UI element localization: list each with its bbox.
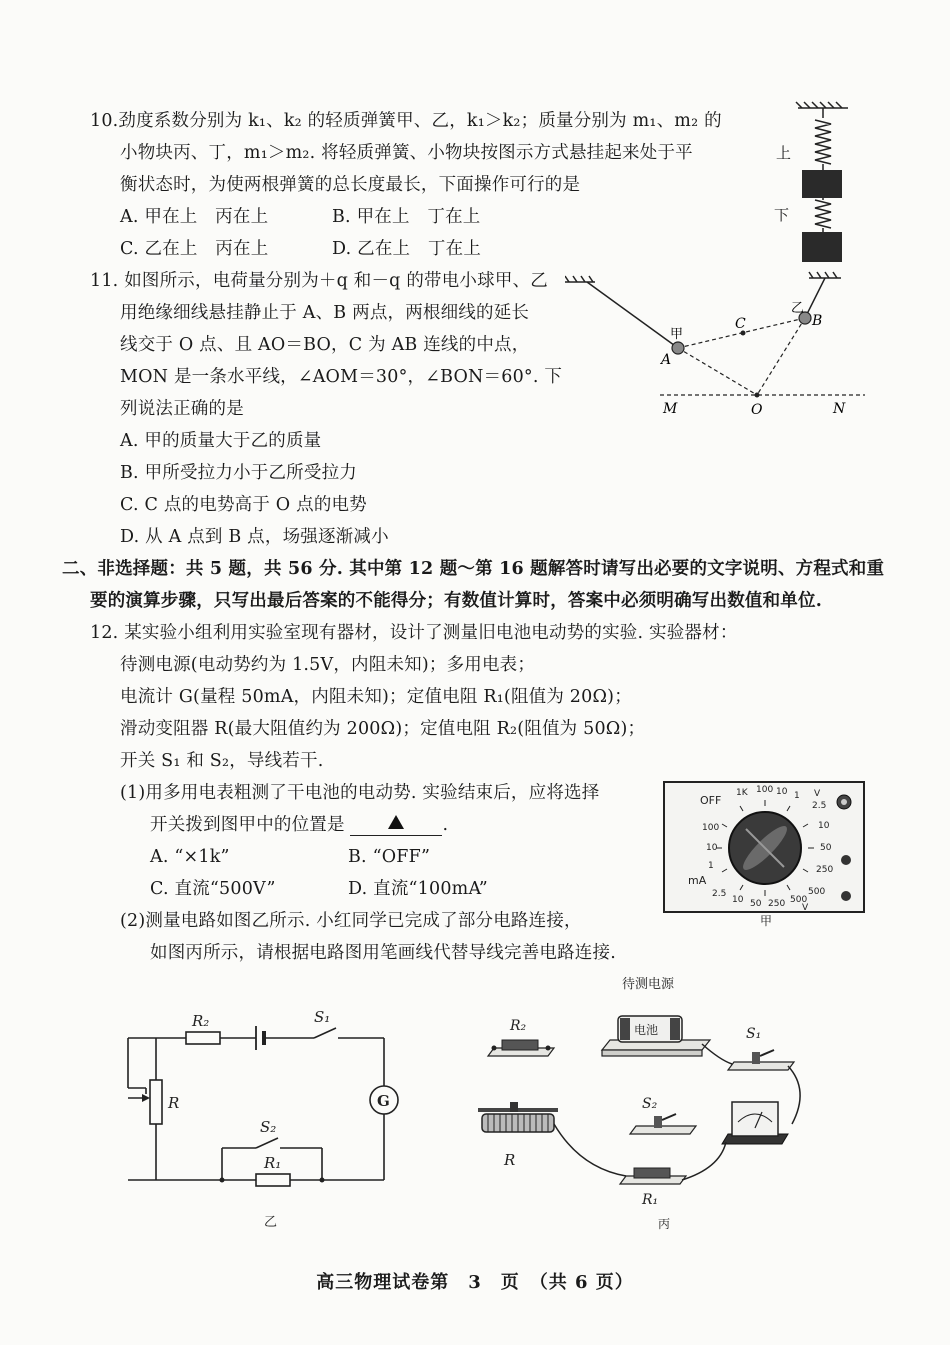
galvanometer-label: G (377, 1092, 390, 1110)
q11-line-4: MON 是一条水平线，∠AOM＝30°，∠BON＝60°. 下 (120, 367, 563, 387)
q12-part1-line-1: (1)用多用电表粗测了干电池的电动势. 实验结束后，应将选择 (120, 783, 600, 803)
q11-label-o: O (751, 402, 763, 418)
wiring-label-s2: S₂ (642, 1096, 658, 1112)
q10-label-bottom: 下 (774, 206, 790, 224)
wiring-label-r1: R₁ (642, 1192, 659, 1208)
q11-line-3: 线交于 O 点、且 AO＝BO，C 为 AB 连线的中点， (120, 335, 530, 355)
q12-part1-option-a: A. “×1k” (150, 847, 230, 867)
q11-option-d: D. 从 A 点到 B 点，场强逐渐减小 (120, 527, 389, 547)
q11-option-b: B. 甲所受拉力小于乙所受拉力 (120, 463, 357, 483)
q11-option-c: C. C 点的电势高于 O 点的电势 (120, 495, 367, 515)
dial-b-250: 250 (768, 899, 786, 909)
q11-option-a: A. 甲的质量大于乙的质量 (120, 431, 322, 451)
circuit-label-r2: R₂ (192, 1012, 210, 1030)
circuit-label-s1: S₁ (314, 1008, 331, 1026)
circuit-label-r: R (168, 1094, 180, 1112)
triangle-icon (388, 815, 404, 829)
q10-label-top: 上 (776, 144, 792, 162)
q10-option-a: A. 甲在上 丙在上 (120, 207, 269, 227)
circuit-diagram (118, 1008, 408, 1238)
q12-part1-line-2 (150, 814, 448, 836)
multimeter-figure (662, 780, 868, 928)
q11-label-n: N (833, 401, 846, 417)
q11-label-a: A (661, 352, 672, 368)
dial-ma: mA (688, 874, 707, 887)
q10-option-b: B. 甲在上 丁在上 (332, 207, 481, 227)
q12-part1-option-c: C. 直流“500V” (150, 879, 276, 899)
circuit-label-s2: S₂ (260, 1118, 277, 1136)
dial-v-50: 50 (820, 843, 832, 853)
battery-label: 电池 (634, 1023, 659, 1037)
q12-part2-line-2: 如图丙所示，请根据电路图用笔画线代替导线完善电路连接. (150, 943, 616, 963)
dial-b-500: 500 (790, 895, 808, 905)
q11-line-5: 列说法正确的是 (120, 399, 244, 419)
fig-jia-caption: 甲 (760, 914, 773, 928)
q10-option-c: C. 乙在上 丙在上 (120, 239, 269, 259)
dial-ma-1: 1 (708, 861, 714, 871)
dial-ma-100: 100 (702, 823, 720, 833)
q12-line-2: 待测电源(电动势约为 1.5V，内阻未知)；多用电表； (120, 655, 536, 675)
dial-b-2-5: 2.5 (712, 889, 727, 899)
answer-blank[interactable] (350, 815, 442, 836)
wiring-source-label: 待测电源 (622, 977, 675, 992)
q11-line-1: 11. 如图所示，电荷量分别为＋q 和－q 的带电小球甲、乙 (90, 271, 548, 291)
q10-line-2: 小物块丙、丁，m₁＞m₂. 将轻质弹簧、小物块按图示方式悬挂起来处于平 (120, 143, 693, 163)
dial-1: 1 (794, 791, 800, 801)
q10-line-1: 10.劲度系数分别为 k₁、k₂ 的轻质弹簧甲、乙，k₁＞k₂；质量分别为 m₁、m₂ 的 (90, 111, 722, 131)
q10-spring-figure (760, 100, 890, 270)
wiring-label-r2: R₂ (510, 1018, 527, 1034)
fig-yi-caption: 乙 (264, 1215, 278, 1230)
q12-line-4: 滑动变阻器 R(最大阻值约为 200Ω)；定值电阻 R₂(阻值为 50Ω)； (120, 719, 646, 739)
dial-v-bottom: V (802, 903, 809, 913)
dial-b-50: 50 (750, 899, 762, 909)
dial-b-10: 10 (732, 895, 744, 905)
dial-v-2-5: 2.5 (812, 801, 827, 811)
q11-label-jia: 甲 (670, 327, 684, 342)
wiring-figure (470, 972, 820, 1234)
wiring-label-r: R (504, 1151, 516, 1169)
q12-part1-prompt: 开关拨到图甲中的位置是 (150, 815, 345, 835)
q11-charge-figure (565, 268, 885, 428)
dial-1k: 1K (736, 788, 748, 798)
dial-off: OFF (700, 794, 722, 807)
fig-bing-caption: 丙 (658, 1217, 671, 1231)
dial-100: 100 (756, 785, 774, 795)
q11-line-2: 用绝缘细线悬挂静止于 A、B 两点，两根细线的延长 (120, 303, 530, 323)
q12-part2-line-1: (2)测量电路如图乙所示. 小红同学已完成了部分电路连接， (120, 911, 582, 931)
q11-label-b: B (812, 313, 823, 329)
dial-ma-10: 10 (706, 843, 718, 853)
q11-label-yi: 乙 (791, 301, 805, 316)
q12-line-1: 12. 某实验小组利用实验室现有器材，设计了测量旧电池电动势的实验. 实验器材： (90, 623, 738, 643)
circuit-label-r1: R₁ (264, 1154, 282, 1172)
section2-line-2: 要的演算步骤，只写出最后答案的不能得分；有数值计算时，答案中必须明确写出数值和单位. (90, 591, 822, 611)
q12-part1-period: . (442, 815, 449, 835)
dial-v-top: V (814, 789, 821, 799)
dial-v-500: 500 (808, 887, 826, 897)
q12-part1-option-b: B. “OFF” (348, 847, 431, 867)
dial-v-250: 250 (816, 865, 834, 875)
wiring-label-s1: S₁ (746, 1026, 762, 1042)
q12-line-5: 开关 S₁ 和 S₂，导线若干. (120, 751, 324, 771)
dial-v-10: 10 (818, 821, 830, 831)
q10-line-3: 衡状态时，为使两根弹簧的总长度最长，下面操作可行的是 (120, 175, 581, 195)
q12-part1-option-d: D. 直流“100mA” (348, 879, 488, 899)
dial-10: 10 (776, 787, 788, 797)
q12-line-3: 电流计 G(量程 50mA，内阻未知)；定值电阻 R₁(阻值为 20Ω)； (120, 687, 632, 707)
page-footer: 高三物理试卷第 3 页 （共 6 页） (316, 1272, 634, 1293)
section2-line-1: 二、非选择题：共 5 题，共 56 分. 其中第 12 题～第 16 题解答时请写出必要的文字说明、方程式和重 (62, 559, 885, 579)
q11-label-m: M (663, 401, 678, 417)
q10-option-d: D. 乙在上 丁在上 (332, 239, 482, 259)
q11-label-c: C (735, 316, 746, 332)
